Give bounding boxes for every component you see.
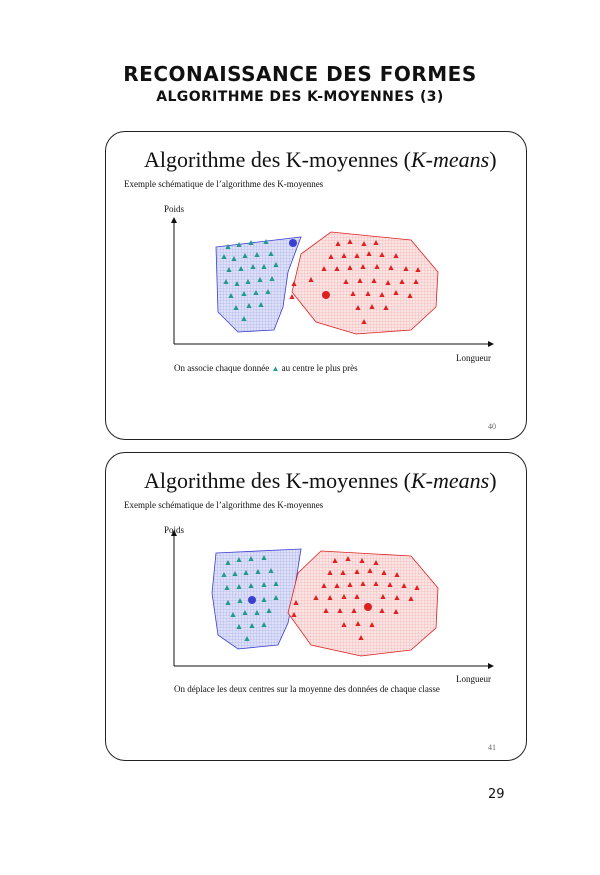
document-subtitle: ALGORITHME DES K-MOYENNES (3)	[156, 89, 444, 105]
slide-title: Algorithme des K-moyennes (K-means)	[144, 468, 497, 493]
y-axis-label: Poids	[164, 204, 185, 214]
slide-caption: On associe chaque donnée ▲ au centre le plus près	[174, 363, 358, 373]
blue-center	[289, 239, 297, 247]
x-axis-label: Longueur	[456, 353, 491, 363]
x-axis-label: Longueur	[456, 674, 491, 684]
blue-center	[248, 596, 256, 604]
red-cluster-region	[288, 551, 438, 656]
slide-number: 41	[488, 743, 496, 752]
slide-title: Algorithme des K-moyennes (K-means)	[144, 147, 497, 172]
page-number: 29	[488, 787, 505, 802]
teal-triangle-icon: ▲	[271, 364, 280, 373]
slide-40	[105, 131, 527, 440]
slide-subtitle: Exemple schématique de l’algorithme des K-moyennes	[124, 500, 324, 510]
red-center	[322, 291, 330, 299]
slide-subtitle: Exemple schématique de l’algorithme des K-moyennes	[124, 179, 324, 189]
slide-caption: On déplace les deux centres sur la moyenne des données de chaque classe	[174, 684, 440, 694]
red-center	[364, 603, 372, 611]
slide-41	[105, 452, 527, 761]
slide-number: 40	[488, 422, 496, 431]
blue-cluster-region	[212, 549, 301, 649]
y-axis-label: Poids	[164, 525, 185, 535]
document-title: RECONAISSANCE DES FORMES	[123, 62, 477, 86]
blue-cluster-region	[216, 237, 301, 332]
